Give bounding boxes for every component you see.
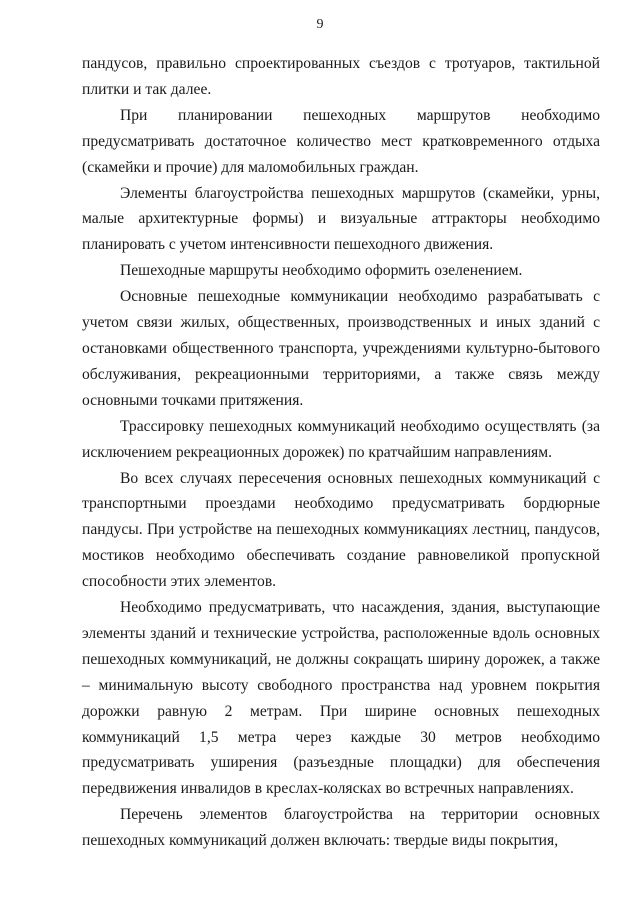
- paragraph-clearance: Необходимо предусматривать, что насаждения, здания, выступающие элементы зданий и технические устройства, расположенные вдоль основных пешеходных коммуникаций, не должны сокращать ширину дорожек, а также – минимальную высоту свободного пространства над уровнем покрытия дорожки равную 2 метрам. При ширине основных пешеходных коммуникаций 1,5 метра через каждые 30 метров необходимо предусматривать уширения (разъездные площадки) для обеспечения передвижения инвалидов в креслах-колясках во встречных направлениях.: [82, 599, 600, 798]
- paragraph-routing: Трассировку пешеходных коммуникаций необходимо осуществлять (за исключением рекреационных дорожек) по кратчайшим направлениям.: [82, 417, 600, 461]
- paragraph-improvement-elements: Элементы благоустройства пешеходных маршрутов (скамейки, урны, малые архитектурные формы) и визуальные аттракторы необходимо планировать с учетом интенсивности пешеходного движения.: [82, 184, 600, 254]
- paragraph-rest-places: При планировании пешеходных маршрутов необходимо предусматривать достаточное количество мест кратковременного отдыха (скамейки и прочие) для маломобильных граждан.: [82, 106, 600, 176]
- paragraph-main-communications: Основные пешеходные коммуникации необходимо разрабатывать с учетом связи жилых, общественных, производственных и иных зданий с остановками общественного транспорта, учреждениями культурно-бытового обслуживания, рекреационными территориями, а также связь между основными точками притяжения.: [82, 288, 600, 409]
- paragraph-crossings: Во всех случаях пересечения основных пешеходных коммуникаций с транспортными проездами необходимо предусматривать бордюрные пандусы. При устройстве на пешеходных коммуникациях лестниц, пандусов, мостиков необходимо обеспечивать создание равновеликой пропускной способности этих элементов.: [82, 469, 600, 591]
- paragraph-greenery: Пешеходные маршруты необходимо оформить озеленением.: [120, 262, 523, 280]
- body-text: [82, 51, 600, 854]
- paragraph-continuation: пандусов, правильно спроектированных съездов с тротуаров, тактильной плитки и так далее.: [82, 55, 600, 98]
- paragraph-elements-list: Перечень элементов благоустройства на территории основных пешеходных коммуникаций должен включать: твердые виды покрытия,: [82, 806, 600, 850]
- page-number: 9: [316, 17, 324, 32]
